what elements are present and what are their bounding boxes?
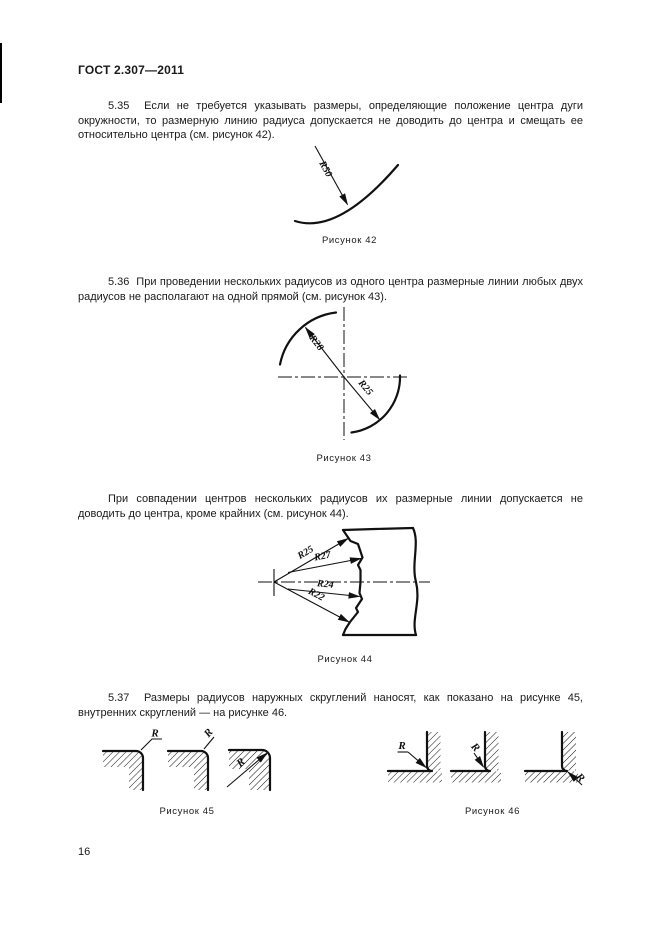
radius-dimension-line bbox=[274, 539, 348, 583]
radius-label: R28 bbox=[306, 333, 326, 353]
hatch-area bbox=[168, 752, 207, 790]
figure-42-drawing bbox=[262, 141, 437, 229]
radius-label: R50 bbox=[316, 159, 335, 180]
figure-45-caption: Рисунок 45 bbox=[159, 806, 215, 817]
paragraph-5-36: 5.36 При проведении нескольких радиусов из одного центра размерные линии любых двух радиусов не располагают на одной прямой (см. рисунок 43). bbox=[78, 276, 583, 303]
page-number: 16 bbox=[78, 846, 91, 858]
radius-label: R22 bbox=[306, 586, 327, 604]
radius-label: R bbox=[234, 755, 248, 770]
radius-label: R24 bbox=[316, 578, 335, 591]
radius-label: R27 bbox=[313, 549, 332, 564]
figure-45-drawing bbox=[82, 724, 292, 802]
radius-label: R25 bbox=[355, 377, 375, 398]
paragraph-5-37: 5.37 Размеры радиусов наружных скруглений наносят, как показано на рисунке 45, внутренних скруглений — на рисунке 46. bbox=[78, 692, 583, 719]
radius-label: R bbox=[573, 771, 587, 785]
radius-label: R bbox=[151, 727, 159, 740]
hatch-area bbox=[428, 732, 441, 771]
hatch-area bbox=[103, 752, 142, 790]
arc-contour bbox=[295, 165, 398, 223]
scan-edge-artifact bbox=[0, 43, 2, 103]
hatch-area bbox=[388, 772, 442, 783]
radius-dimension-line bbox=[306, 328, 345, 378]
top-edge bbox=[343, 528, 413, 530]
leader-line bbox=[408, 752, 426, 768]
figure-43-caption: Рисунок 43 bbox=[316, 453, 372, 464]
leader-line bbox=[141, 739, 162, 750]
figure-43-drawing bbox=[268, 303, 420, 445]
figure-44-drawing bbox=[255, 521, 435, 647]
inner-corner-contour bbox=[525, 732, 567, 771]
figure-46-caption: Рисунок 46 bbox=[464, 806, 521, 817]
document-title: ГОСТ 2.307—2011 bbox=[78, 63, 185, 77]
figure-42-caption: Рисунок 42 bbox=[321, 235, 378, 246]
hatch-area bbox=[486, 732, 499, 771]
hatch-area bbox=[563, 732, 577, 771]
hatch-area bbox=[525, 772, 578, 783]
paragraph-centers: При совпадении центров нескольких радиусов их размерные линии допускается не доводить до центра, кроме крайних (см. рисунок 44). bbox=[78, 493, 583, 520]
radius-label: R25 bbox=[295, 543, 316, 562]
figure-44 bbox=[255, 521, 435, 665]
figure-44-caption: Рисунок 44 bbox=[317, 654, 373, 665]
hatch-area bbox=[451, 772, 501, 783]
inner-corner-contour bbox=[388, 732, 432, 771]
figure-46-drawing bbox=[385, 726, 600, 790]
radius-label: R bbox=[201, 726, 216, 740]
radius-label: R bbox=[398, 740, 406, 752]
paragraph-5-35: 5.35 Если не требуется указывать размеры, определяющие положение центра дуги окружности, то размерную линию радиуса допускается не доводить до центра и смещать ее относительно центра (см. рисунок 42). bbox=[78, 100, 583, 142]
inner-corner-contour bbox=[451, 732, 490, 771]
figure-45 bbox=[82, 724, 292, 817]
radius-label: R bbox=[468, 740, 483, 755]
figure-43 bbox=[268, 303, 420, 464]
figure-46 bbox=[385, 726, 600, 817]
figure-42 bbox=[262, 141, 437, 246]
leader-line bbox=[474, 753, 484, 767]
